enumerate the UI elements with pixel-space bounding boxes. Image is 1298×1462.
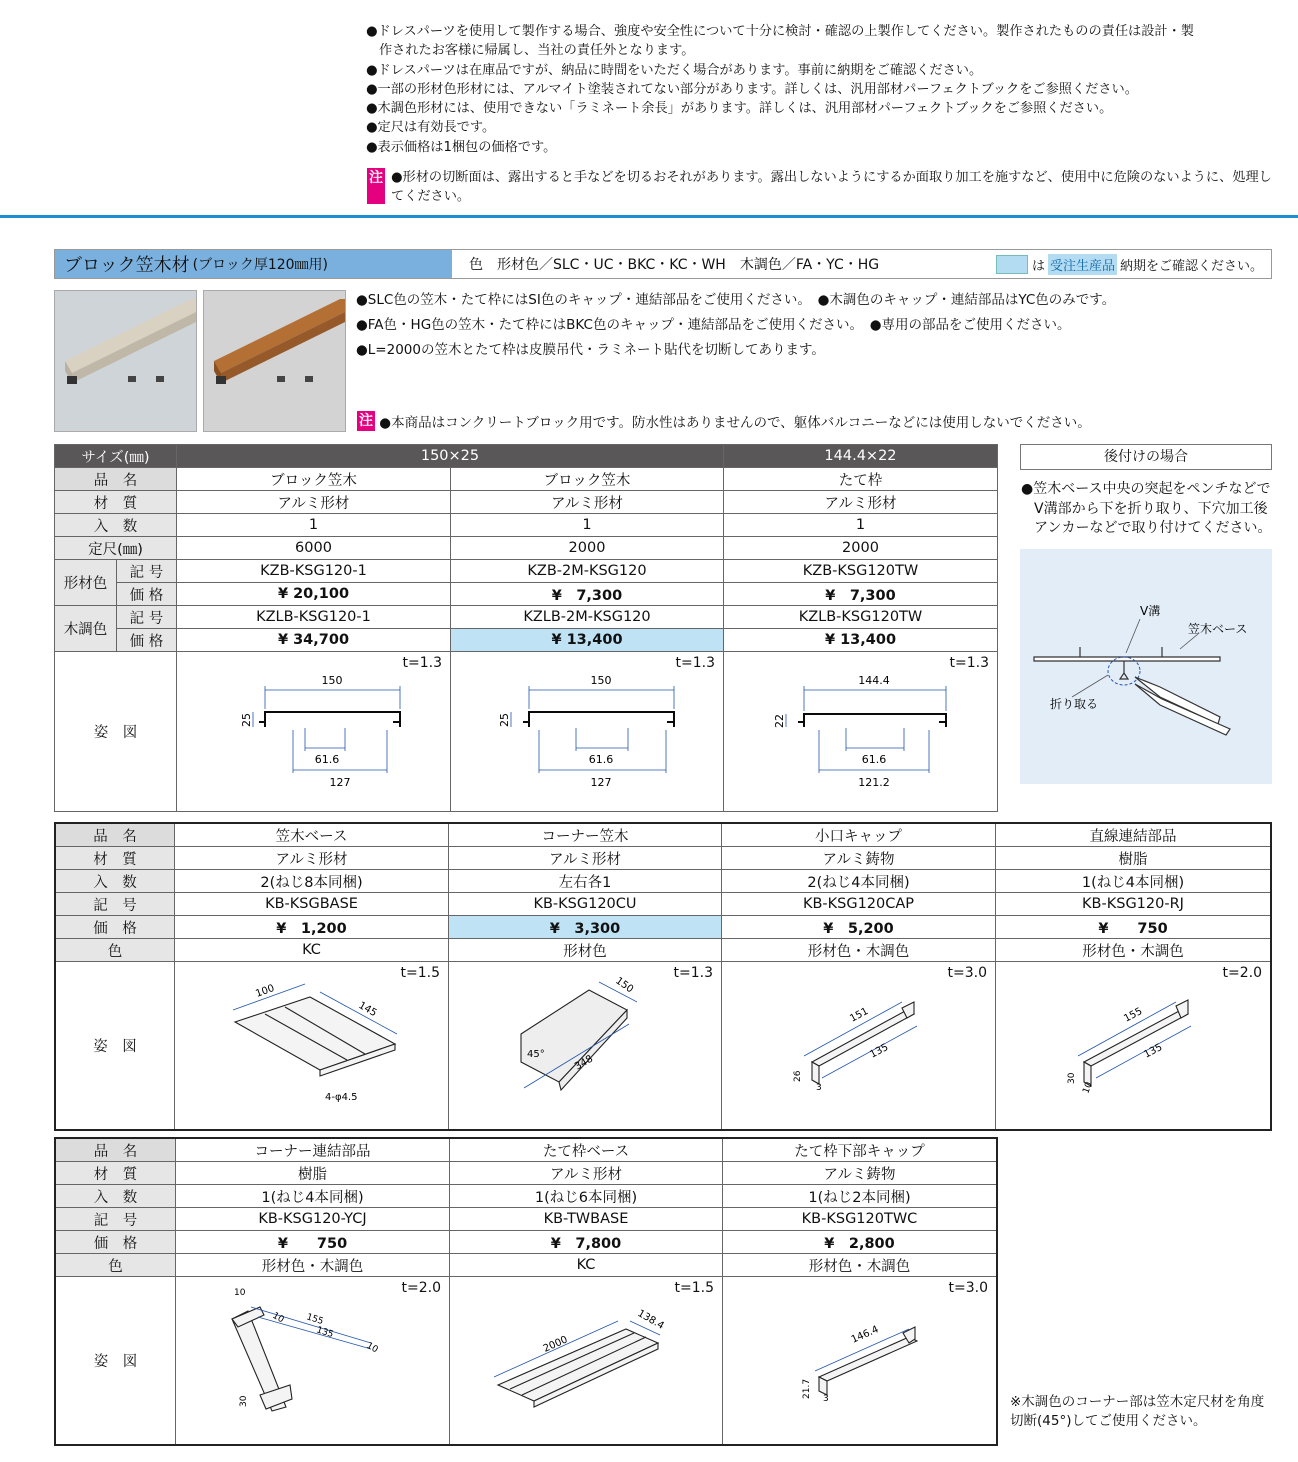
price-cell: ¥ 13,400 xyxy=(723,629,997,652)
dim: 138.4 xyxy=(635,1308,666,1332)
product-header xyxy=(54,249,1272,279)
cell: アルミ鋳物 xyxy=(723,1162,998,1185)
row-label: 木調色 xyxy=(55,606,117,652)
row-label: 色 xyxy=(55,1254,176,1277)
v-groove-label: V溝 xyxy=(1140,603,1161,618)
qty-row xyxy=(55,514,998,537)
product-caution xyxy=(357,411,1091,431)
cell: 6000 xyxy=(176,537,450,560)
dim: 348 xyxy=(573,1053,596,1073)
note-line: ●ドレスパーツを使用して製作する場合、強度や安全性について十分に検討・確認の上製作してください。製作されたものの責任は設計・製 xyxy=(366,24,1194,39)
cell: ブロック笠木 xyxy=(176,468,450,491)
name-row xyxy=(55,1138,997,1162)
row-label: 品 名 xyxy=(55,823,175,847)
dim: 135 xyxy=(315,1325,335,1341)
price-cell: ¥ 20,100 xyxy=(176,583,450,606)
product-note: ●SLC色の笠木・たて枠にはSI色のキャップ・連結部品をご使用ください。 ●木調色のキャップ・連結部品はYC色のみです。 xyxy=(356,292,1116,308)
cell: 左右各1 xyxy=(449,870,722,893)
row-label: 材 質 xyxy=(55,847,175,870)
row-label: 記 号 xyxy=(116,606,176,629)
note-line: ●一部の形材色形材には、アルマイト塗装されてない部分があります。詳しくは、汎用部材パーフェクトブックをご参照ください。 xyxy=(366,81,1138,97)
row-label: 姿 図 xyxy=(55,962,175,1131)
dim: 3 xyxy=(823,1394,829,1404)
dim: 100 xyxy=(254,982,276,1000)
dim: 3 xyxy=(816,1083,822,1093)
cell: アルミ鋳物 xyxy=(722,847,996,870)
product-title-sub: (ブロック厚120㎜用) xyxy=(192,257,329,273)
thickness: t=3.0 xyxy=(948,1280,988,1296)
section-divider xyxy=(0,215,1298,218)
row-label: 記 号 xyxy=(55,1208,176,1231)
price-cell: ¥ 2,800 xyxy=(723,1231,998,1254)
qty-row xyxy=(55,1185,997,1208)
cell: 笠木ベース xyxy=(175,823,449,847)
row-label: 定尺(㎜) xyxy=(55,537,177,560)
color-row xyxy=(55,939,1271,962)
spec-table-parts-1 xyxy=(54,822,1272,1131)
cell: KB-TWBASE xyxy=(450,1208,723,1231)
part-figure xyxy=(175,962,449,1131)
cell: アルミ形材 xyxy=(450,1162,723,1185)
note-line: ●木調色形材には、使用できない「ラミネート余長」があります。詳しくは、汎用部材パーフェクトブックをご参照ください。 xyxy=(366,101,1113,117)
part-figure xyxy=(176,1277,450,1446)
footnote: ※木調色のコーナー部は笠木定尺材を角度切断(45°)してご使用ください。 xyxy=(1010,1394,1265,1429)
general-notes xyxy=(366,22,1281,157)
break-label: 折り取る xyxy=(1050,696,1099,711)
cell: KB-KSG120-RJ xyxy=(996,893,1272,916)
profile-figure xyxy=(176,652,450,812)
price-cell-made-to-order: ¥ 13,400 xyxy=(450,629,723,652)
dim: 151 xyxy=(848,1005,871,1025)
row-label: 価 格 xyxy=(55,1231,176,1254)
cell: ブロック笠木 xyxy=(450,468,723,491)
figure-row xyxy=(55,652,998,812)
size-a: 150×25 xyxy=(176,445,723,468)
price-cell: ¥ 5,200 xyxy=(722,916,996,939)
thickness: t=1.3 xyxy=(673,965,713,981)
dim: 30 xyxy=(1067,1072,1077,1084)
caution-mark: 注 xyxy=(367,168,385,204)
caution-block xyxy=(367,168,1282,207)
note-line: ●ドレスパーツは在庫品ですが、納品に時間をいただく場合があります。事前に納期をご確認ください。 xyxy=(366,62,983,78)
cell: コーナー笠木 xyxy=(449,823,722,847)
code-row xyxy=(55,893,1271,916)
row-label: 色 xyxy=(55,939,175,962)
product-caution-text: ●本商品はコンクリートブロック用です。防水性はありませんので、躯体バルコニーなどには使用しないでください。 xyxy=(379,415,1091,431)
dim: 4-φ4.5 xyxy=(325,1092,358,1103)
row-label: 姿 図 xyxy=(55,1277,176,1446)
dim: 10 xyxy=(1081,1080,1095,1096)
thickness: t=1.5 xyxy=(674,1280,714,1296)
dim: 2000 xyxy=(541,1334,570,1355)
cell: 1(ねじ4本同梱) xyxy=(996,870,1272,893)
row-label: 姿 図 xyxy=(55,652,177,812)
dim-width: 150 xyxy=(590,674,612,687)
legend-tag: 受注生産品 xyxy=(1048,254,1117,275)
wood-code-row xyxy=(55,606,998,629)
dim: 135 xyxy=(868,1041,891,1061)
row-label: 入 数 xyxy=(55,1185,176,1208)
product-photo-silver xyxy=(54,290,197,432)
thickness: t=1.3 xyxy=(402,655,442,671)
cell: アルミ形材 xyxy=(449,847,722,870)
size-label: サイズ(㎜) xyxy=(55,445,177,468)
price-cell: ¥ 7,300 xyxy=(450,583,723,606)
dim: 21.7 xyxy=(802,1378,812,1399)
price-cell: ¥ 750 xyxy=(996,916,1272,939)
cell: 形材色 xyxy=(449,939,722,962)
price-cell: ¥ 750 xyxy=(176,1231,450,1254)
cell: KB-KSG120-YCJ xyxy=(176,1208,450,1231)
row-label: 入 数 xyxy=(55,870,175,893)
name-row xyxy=(55,468,998,491)
cell: 形材色・木調色 xyxy=(996,939,1272,962)
retrofit-text: ●笠木ベース中央の突起をペンチなどでV溝部から下を折り取り、下穴加工後アンカーなどで取り付けてください。 xyxy=(1021,481,1272,536)
thickness: t=2.0 xyxy=(1222,965,1262,981)
thickness: t=3.0 xyxy=(947,965,987,981)
cell: 形材色・木調色 xyxy=(176,1254,450,1277)
legend-pre: は xyxy=(1031,258,1045,274)
dim-height: 25 xyxy=(239,713,253,727)
spec-table-block-coping xyxy=(54,444,998,812)
cell: KZB-KSG120TW xyxy=(723,560,997,583)
cell: たて枠下部キャップ xyxy=(723,1138,998,1162)
base-label: 笠木ベース xyxy=(1188,621,1248,636)
product-title xyxy=(55,250,452,278)
row-label: 材 質 xyxy=(55,491,177,514)
thickness: t=1.3 xyxy=(949,655,989,671)
cell: KZLB-2M-KSG120 xyxy=(450,606,723,629)
size-b: 144.4×22 xyxy=(723,445,997,468)
dim: 10 xyxy=(364,1340,380,1356)
note-line: ●表示価格は1梱包の価格です。 xyxy=(366,139,557,155)
dim: 45° xyxy=(527,1049,545,1060)
dim-bottom: 127 xyxy=(329,776,351,789)
cell: 1 xyxy=(176,514,450,537)
dim: 10 xyxy=(234,1288,246,1298)
thickness: t=1.3 xyxy=(675,655,715,671)
dim-height: 25 xyxy=(497,713,511,727)
cell: 1 xyxy=(723,514,997,537)
row-label: 記 号 xyxy=(55,893,175,916)
cell: 直線連結部品 xyxy=(996,823,1272,847)
row-label: 品 名 xyxy=(55,1138,176,1162)
product-photo-wood xyxy=(203,290,346,432)
cell: 1(ねじ4本同梱) xyxy=(176,1185,450,1208)
made-to-order-legend xyxy=(996,254,1271,275)
legend-post: 納期をご確認ください。 xyxy=(1119,258,1263,274)
product-note: ●FA色・HG色の笠木・たて枠にはBKC色のキャップ・連結部品をご使用ください。 ●専用の部品をご使用ください。 xyxy=(356,317,1071,333)
retrofit-figure xyxy=(1020,549,1272,784)
row-label: 品 名 xyxy=(55,468,177,491)
cell: 小口キャップ xyxy=(722,823,996,847)
note-line: ●定尺は有効長です。 xyxy=(366,120,496,136)
dim-inner: 61.6 xyxy=(588,753,614,766)
material-row xyxy=(55,847,1271,870)
row-label: 価 格 xyxy=(116,583,176,606)
thickness: t=2.0 xyxy=(401,1280,441,1296)
dim: 135 xyxy=(1142,1041,1165,1061)
code-row xyxy=(55,1208,997,1231)
cell: 2(ねじ4本同梱) xyxy=(722,870,996,893)
price-cell: ¥ 7,800 xyxy=(450,1231,723,1254)
retrofit-panel xyxy=(1020,444,1272,784)
name-row xyxy=(55,823,1271,847)
shape-price-row xyxy=(55,583,998,606)
material-row xyxy=(55,491,998,514)
cell: たて枠 xyxy=(723,468,997,491)
qty-row xyxy=(55,870,1271,893)
price-row xyxy=(55,916,1271,939)
cell: 樹脂 xyxy=(996,847,1272,870)
dim-inner: 61.6 xyxy=(314,753,340,766)
cell: KZLB-KSG120-1 xyxy=(176,606,450,629)
cell: KC xyxy=(175,939,449,962)
row-label: 入 数 xyxy=(55,514,177,537)
cell: 形材色・木調色 xyxy=(723,1254,998,1277)
price-cell-made-to-order: ¥ 3,300 xyxy=(449,916,722,939)
cell: KB-KSGBASE xyxy=(175,893,449,916)
caution-mark: 注 xyxy=(359,413,373,429)
cell: アルミ形材 xyxy=(175,847,449,870)
cell: 1 xyxy=(450,514,723,537)
part-figure xyxy=(450,1277,723,1446)
cell: アルミ形材 xyxy=(723,491,997,514)
cell: 2(ねじ8本同梱) xyxy=(175,870,449,893)
figure-row xyxy=(55,962,1271,1131)
length-row xyxy=(55,537,998,560)
dim: 155 xyxy=(1122,1005,1145,1025)
spec-table-parts-2 xyxy=(54,1137,998,1446)
cell: 樹脂 xyxy=(176,1162,450,1185)
wood-price-row xyxy=(55,629,998,652)
cell: KC xyxy=(450,1254,723,1277)
dim-width: 144.4 xyxy=(858,674,890,687)
cell: 1(ねじ6本同梱) xyxy=(450,1185,723,1208)
profile-figure xyxy=(450,652,723,812)
cell: KZB-2M-KSG120 xyxy=(450,560,723,583)
dim: 26 xyxy=(793,1070,803,1082)
dim-bottom: 127 xyxy=(590,776,612,789)
row-label: 価 格 xyxy=(116,629,176,652)
part-figure xyxy=(996,962,1272,1131)
dim: 10 xyxy=(270,1310,286,1326)
cell: アルミ形材 xyxy=(176,491,450,514)
cell: 形材色・木調色 xyxy=(722,939,996,962)
material-row xyxy=(55,1162,997,1185)
thickness: t=1.5 xyxy=(400,965,440,981)
profile-figure xyxy=(723,652,997,812)
dim-height: 22 xyxy=(772,714,786,728)
product-note: ●L=2000の笠木とたて枠は皮膜吊代・ラミネート貼代を切断してあります。 xyxy=(356,342,825,358)
price-cell: ¥ 34,700 xyxy=(176,629,450,652)
retrofit-title: 後付けの場合 xyxy=(1020,444,1272,470)
part-figure xyxy=(449,962,722,1131)
dim-inner: 61.6 xyxy=(861,753,887,766)
cell: 2000 xyxy=(450,537,723,560)
dim-bottom: 121.2 xyxy=(858,776,890,789)
part-figure xyxy=(722,962,996,1131)
cell: たて枠ベース xyxy=(450,1138,723,1162)
price-cell: ¥ 7,300 xyxy=(723,583,997,606)
cell: KB-KSG120TWC xyxy=(723,1208,998,1231)
dim: 145 xyxy=(356,1000,379,1020)
row-label: 材 質 xyxy=(55,1162,176,1185)
cell: KZLB-KSG120TW xyxy=(723,606,997,629)
note-line: 作されたお客様に帰属し、当社の責任外となります。 xyxy=(379,43,695,59)
shape-code-row xyxy=(55,560,998,583)
dim: 146.4 xyxy=(849,1324,881,1346)
row-label: 価 格 xyxy=(55,916,175,939)
dim: 30 xyxy=(239,1395,249,1407)
color-row xyxy=(55,1254,997,1277)
dim: 150 xyxy=(613,975,636,996)
cell: アルミ形材 xyxy=(450,491,723,514)
product-title-main: ブロック笠木材 xyxy=(64,255,190,276)
cell: 1(ねじ2本同梱) xyxy=(723,1185,998,1208)
cell: KB-KSG120CU xyxy=(449,893,722,916)
product-notes xyxy=(356,288,1115,363)
row-label: 記 号 xyxy=(116,560,176,583)
part-figure xyxy=(723,1277,998,1446)
size-row xyxy=(55,445,998,468)
legend-swatch xyxy=(996,255,1028,274)
cell: コーナー連結部品 xyxy=(176,1138,450,1162)
cell: KB-KSG120CAP xyxy=(722,893,996,916)
cell: KZB-KSG120-1 xyxy=(176,560,450,583)
figure-row xyxy=(55,1277,997,1446)
color-options: 色 形材色／SLC・UC・BKC・KC・WH 木調色／FA・YC・HG xyxy=(469,257,880,273)
dim-width: 150 xyxy=(321,674,343,687)
dim: 155 xyxy=(305,1312,325,1328)
price-row xyxy=(55,1231,997,1254)
row-label: 形材色 xyxy=(55,560,117,606)
price-cell: ¥ 1,200 xyxy=(175,916,449,939)
cell: 2000 xyxy=(723,537,997,560)
caution-text: ●形材の切断面は、露出すると手などを切るおそれがあります。露出しないようにするか面取り加工を施すなど、使用中に危険のないように、処理してください。 xyxy=(391,170,1272,205)
